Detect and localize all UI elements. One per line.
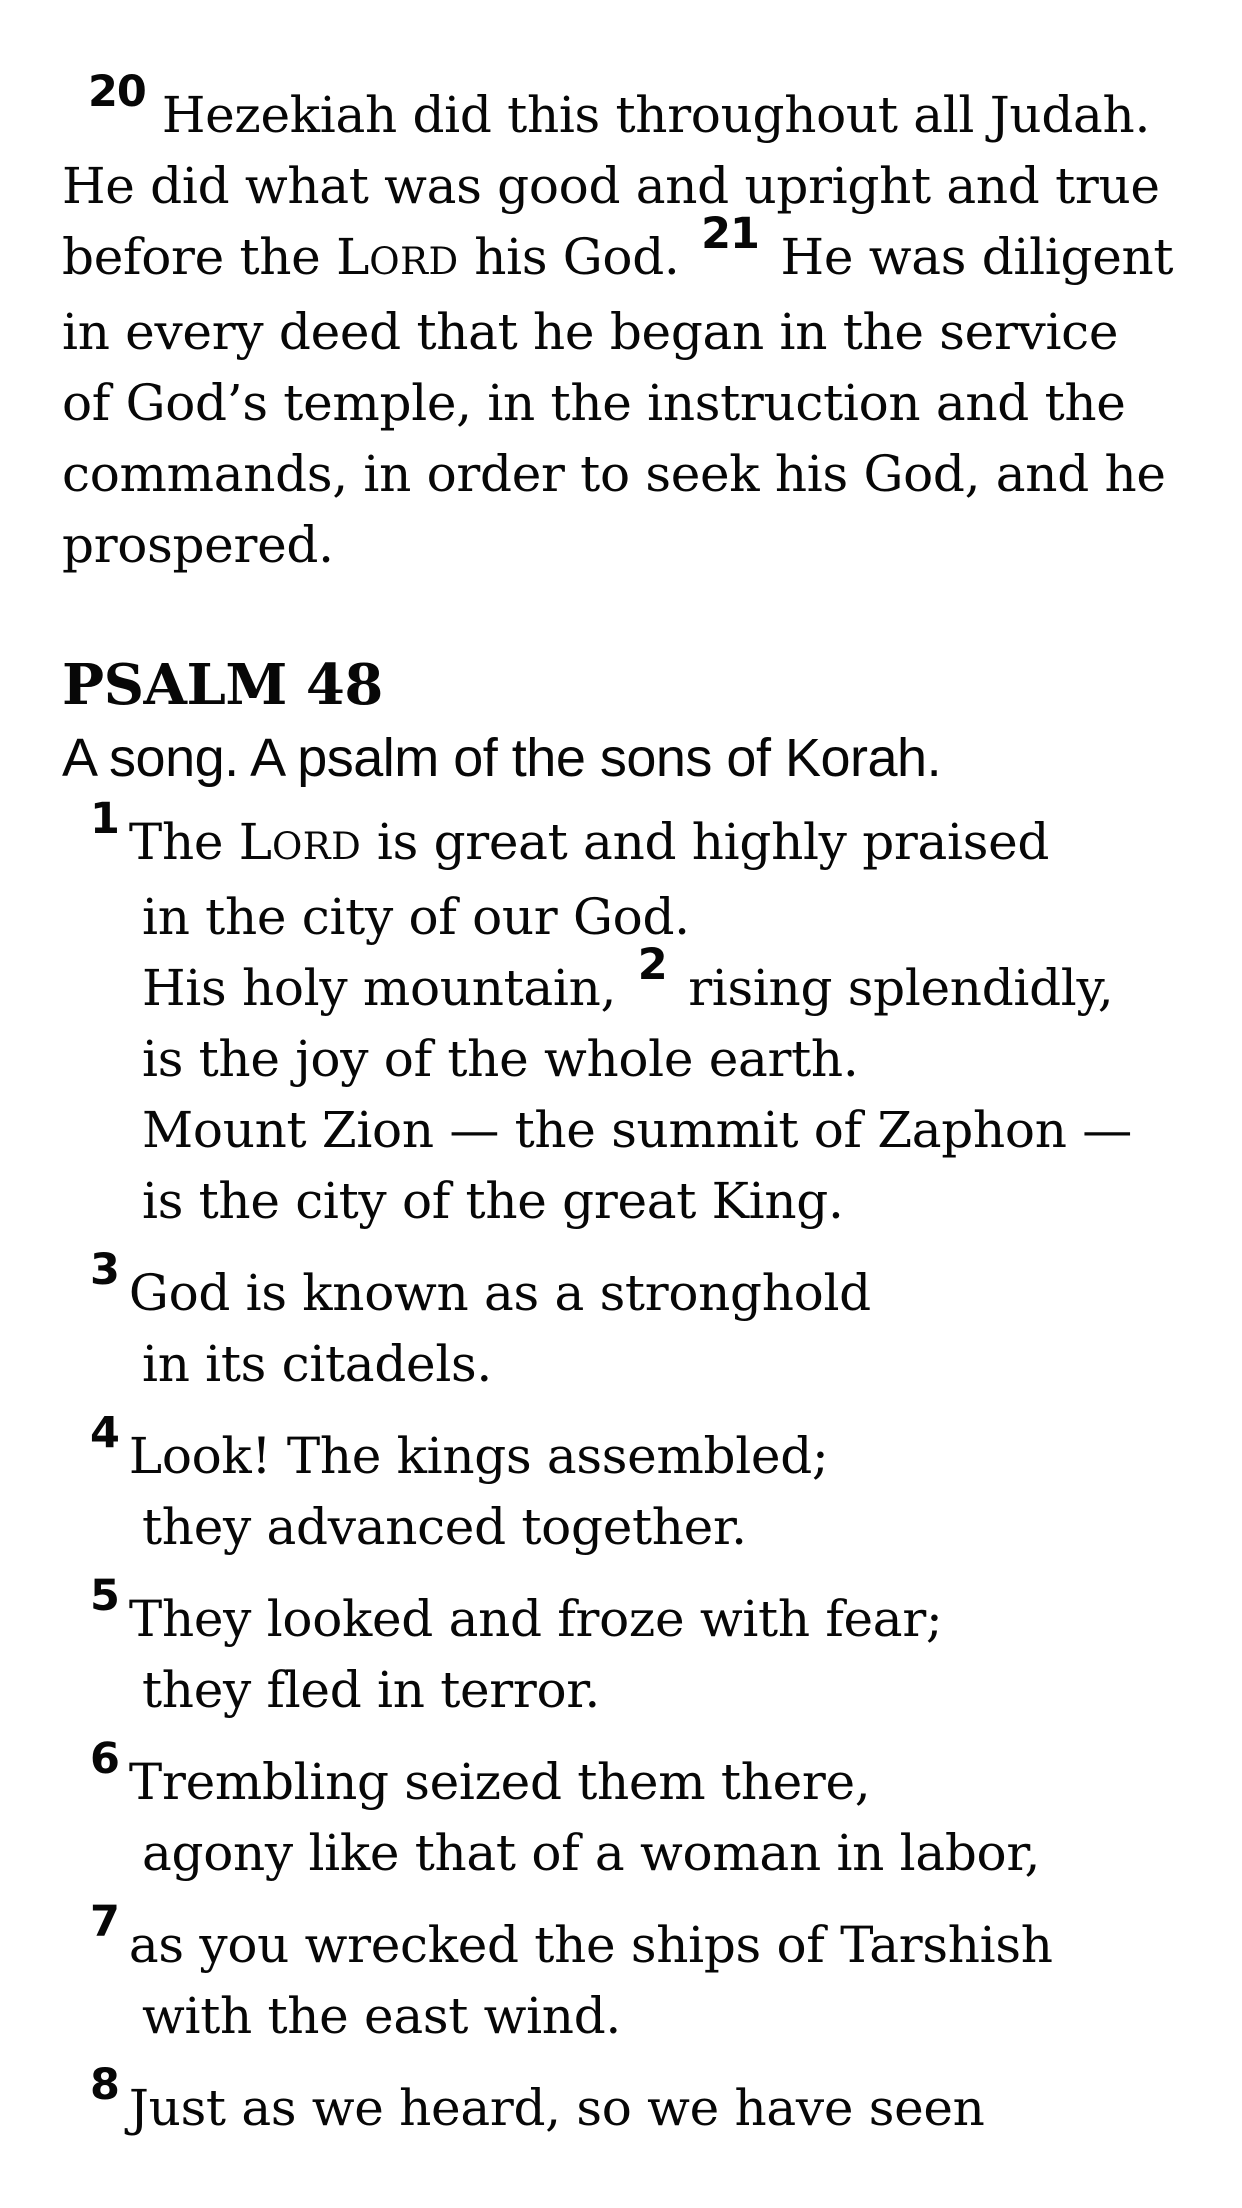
poetry-line xyxy=(62,1329,1202,1400)
verse-number: 3 xyxy=(90,1245,119,1295)
poetry-line xyxy=(62,1492,1202,1563)
text-run: in every deed that he began in the service xyxy=(62,303,1119,361)
text-run: of God’s temple, in the instruction and the xyxy=(62,374,1126,432)
verse-block xyxy=(62,1897,1202,2052)
psalm-superscription: A song. A psalm of the sons of Korah. xyxy=(62,728,942,788)
paragraph-line xyxy=(62,151,1202,222)
psalm-verses xyxy=(62,794,1202,2144)
text-run: rising splendidly, xyxy=(672,959,1114,1017)
psalm-heading: PSALM 48 xyxy=(62,652,383,718)
poetry-line xyxy=(62,1981,1202,2052)
verse-block xyxy=(62,2060,1202,2144)
verse-number: 8 xyxy=(90,2060,119,2110)
poetry-line xyxy=(62,1571,1202,1655)
text-run: They looked and froze with fear; xyxy=(128,1590,943,1648)
verse-block xyxy=(62,1408,1202,1563)
poetry-line xyxy=(62,1166,1202,1237)
verse-number: 1 xyxy=(90,794,119,844)
paragraph-line xyxy=(62,209,1202,297)
text-run: Mount Zion — the summit of Zaphon — xyxy=(142,1101,1132,1159)
text-run: is the joy of the whole earth. xyxy=(142,1030,859,1088)
text-run: He did what was good and upright and true xyxy=(62,157,1160,215)
text-run: they advanced together. xyxy=(142,1498,747,1556)
paragraph-line xyxy=(62,368,1202,439)
text-run: Just as we heard, so we have seen xyxy=(128,2079,985,2137)
poetry-line xyxy=(62,1408,1202,1492)
text-run: Trembling seized them there, xyxy=(128,1753,871,1811)
verse-block xyxy=(62,794,1202,1237)
verse-number: 6 xyxy=(90,1734,119,1784)
chronicles-paragraph xyxy=(62,67,1202,581)
verse-number: 5 xyxy=(90,1571,119,1621)
poetry-line xyxy=(62,2060,1202,2144)
text-run: they fled in terror. xyxy=(142,1661,600,1719)
paragraph-line xyxy=(62,439,1202,510)
divine-name-small-caps: LORD xyxy=(238,813,362,871)
verse-block xyxy=(62,1245,1202,1400)
verse-number: 4 xyxy=(90,1408,119,1458)
divine-name-rest: ORD xyxy=(271,825,362,868)
divine-name-small-caps: LORD xyxy=(336,228,459,286)
poetry-line xyxy=(62,1024,1202,1095)
text-run: as you wrecked the ships of Tarshish xyxy=(128,1916,1053,1974)
poetry-line xyxy=(62,1655,1202,1726)
paragraph-line xyxy=(62,297,1202,368)
poetry-line xyxy=(62,794,1202,882)
poetry-line xyxy=(62,1897,1202,1981)
paragraph-line xyxy=(62,67,1202,151)
text-run: prospered. xyxy=(62,516,334,574)
text-run: Look! The kings assembled; xyxy=(128,1427,829,1485)
text-run: Hezekiah did this throughout all Judah. xyxy=(161,86,1151,144)
text-run: with the east wind. xyxy=(142,1987,621,2045)
text-run: His holy mountain, xyxy=(142,959,632,1017)
poetry-line xyxy=(62,1818,1202,1889)
verse-number: 7 xyxy=(90,1897,119,1947)
divine-name-rest: ORD xyxy=(369,240,459,283)
text-run: is the city of the great King. xyxy=(142,1172,844,1230)
text-run: He was diligent xyxy=(764,228,1174,286)
verse-number: 20 xyxy=(88,67,146,117)
paragraph-line xyxy=(62,510,1202,581)
poetry-line xyxy=(62,1245,1202,1329)
verse-number: 21 xyxy=(701,209,759,259)
poetry-line xyxy=(62,940,1202,1024)
text-run: is great and highly praised xyxy=(361,813,1050,871)
text-run: in its citadels. xyxy=(142,1335,492,1393)
text-run: in the city of our God. xyxy=(142,888,690,946)
verse-block xyxy=(62,1734,1202,1889)
text-run: his God. xyxy=(458,228,696,286)
text-run: agony like that of a woman in labor, xyxy=(142,1824,1041,1882)
verse-number: 2 xyxy=(637,940,667,990)
text-run: The xyxy=(128,813,239,871)
scripture-content xyxy=(62,0,1202,2144)
poetry-line xyxy=(62,1095,1202,1166)
text-run: God is known as a stronghold xyxy=(128,1264,871,1322)
text-run: before the xyxy=(62,228,337,286)
text-run: commands, in order to seek his God, and he xyxy=(62,445,1166,503)
poetry-line xyxy=(62,882,1202,953)
verse-block xyxy=(62,1571,1202,1726)
poetry-line xyxy=(62,1734,1202,1818)
